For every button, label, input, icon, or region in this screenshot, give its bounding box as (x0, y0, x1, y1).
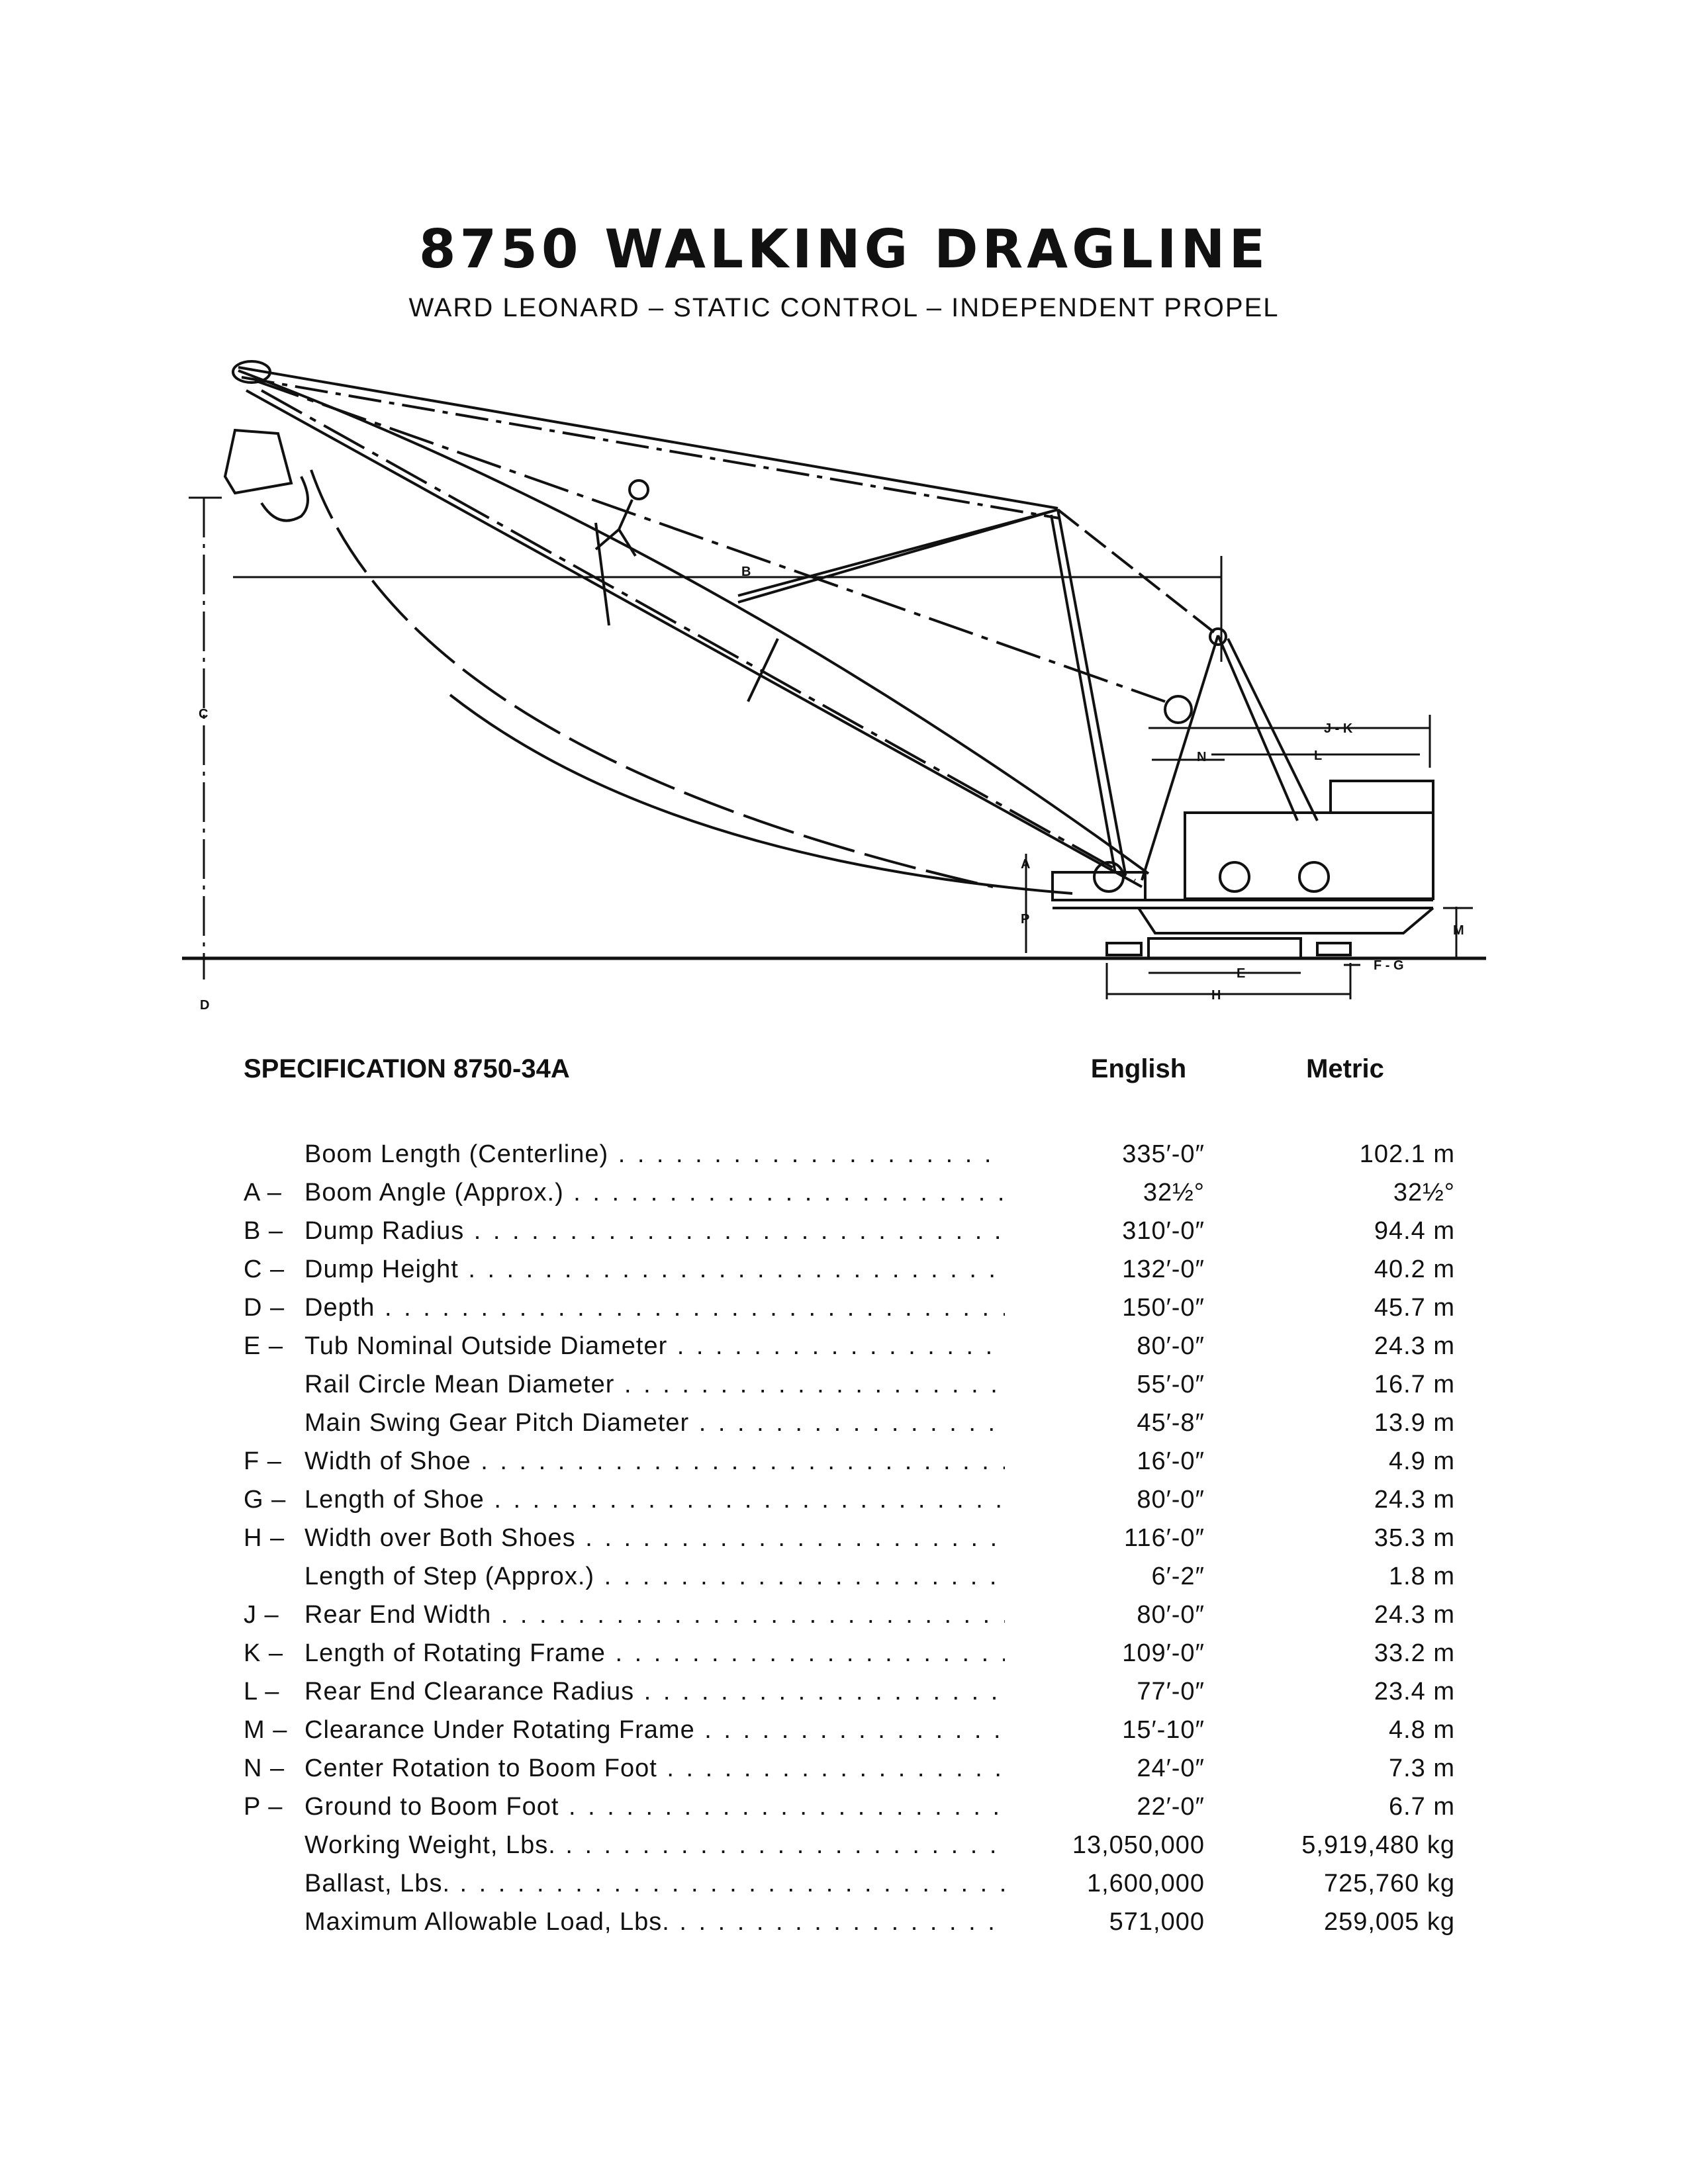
column-header-english: English (1090, 1054, 1187, 1083)
tub-outline (1139, 908, 1433, 933)
spec-label-text: Width over Both Shoes (305, 1524, 576, 1552)
spec-metric-value: 259,005 kg (1323, 1908, 1455, 1936)
mast-front-stay-2 (738, 510, 1058, 602)
spec-english-value: 150′-0″ (1122, 1294, 1205, 1322)
spec-letter: A – (244, 1179, 282, 1206)
dragline-diagram (0, 0, 1688, 1032)
spec-label (244, 1749, 1005, 1788)
spec-row (244, 1404, 1455, 1442)
column-header-metric: Metric (1306, 1054, 1384, 1083)
spec-row (244, 1826, 1455, 1864)
spec-label (244, 1596, 1005, 1634)
spec-letter: L – (244, 1678, 280, 1706)
spec-metric-value: 24.3 m (1374, 1486, 1455, 1514)
spec-label-text: Length of Step (Approx.) (305, 1563, 595, 1590)
spec-label-text: Tub Nominal Outside Diameter (305, 1332, 668, 1360)
spec-label-text: Boom Angle (Approx.) (305, 1179, 564, 1206)
spec-row (244, 1289, 1455, 1327)
mast-leg-1 (1058, 510, 1125, 874)
document-title: 8750 WALKING DRAGLINE (418, 218, 1270, 280)
label-e: E (1237, 966, 1246, 981)
spec-row (244, 1557, 1455, 1596)
a-frame-front (1142, 635, 1218, 880)
spec-label (244, 1480, 1005, 1519)
spec-metric-value: 725,760 kg (1323, 1870, 1455, 1897)
spec-metric-value: 4.8 m (1388, 1716, 1455, 1744)
spec-row (244, 1864, 1455, 1903)
spec-label-text: Rear End Width (305, 1601, 492, 1629)
spec-label (244, 1442, 1005, 1480)
spec-english-value: 45′-8″ (1137, 1409, 1205, 1437)
spec-label-text: Center Rotation to Boom Foot (305, 1754, 657, 1782)
label-m: M (1453, 923, 1464, 938)
spec-english-value: 16′-0″ (1137, 1447, 1205, 1475)
spec-row (244, 1442, 1455, 1480)
spec-label-text: Clearance Under Rotating Frame (305, 1716, 695, 1744)
spec-metric-value: 5,919,480 kg (1301, 1831, 1455, 1859)
spec-english-value: 24′-0″ (1137, 1754, 1205, 1782)
spec-label-text: Maximum Allowable Load, Lbs. (305, 1908, 670, 1936)
spec-english-value: 571,000 (1109, 1908, 1205, 1936)
spec-label (244, 1173, 1005, 1212)
spec-label-text: Rear End Clearance Radius (305, 1678, 635, 1706)
spec-label-text: Ballast, Lbs. (305, 1870, 450, 1897)
spec-metric-value: 23.4 m (1374, 1678, 1455, 1706)
spec-letter: H – (244, 1524, 285, 1552)
spec-row (244, 1672, 1455, 1711)
spec-row (244, 1519, 1455, 1557)
spec-letter: C – (244, 1255, 285, 1283)
spec-metric-value: 13.9 m (1374, 1409, 1455, 1437)
spec-metric-value: 4.9 m (1388, 1447, 1455, 1475)
spec-letter: F – (244, 1447, 282, 1475)
spec-label (244, 1864, 1005, 1903)
hoist-rope-1 (255, 381, 1165, 702)
spec-english-value: 6′-2″ (1151, 1563, 1205, 1590)
spec-row (244, 1634, 1455, 1672)
spec-label (244, 1711, 1005, 1749)
spec-row (244, 1173, 1455, 1212)
spec-row (244, 1749, 1455, 1788)
cab-sheave (1165, 696, 1192, 723)
spec-english-value: 80′-0″ (1137, 1601, 1205, 1629)
spec-english-value: 1,600,000 (1086, 1870, 1205, 1897)
spec-metric-value: 16.7 m (1374, 1371, 1455, 1398)
spec-label (244, 1365, 1005, 1404)
spec-row (244, 1327, 1455, 1365)
label-fg: F - G (1374, 958, 1404, 973)
spec-label (244, 1826, 1005, 1864)
spec-letter: N – (244, 1754, 285, 1782)
spec-label (244, 1788, 1005, 1826)
spec-row (244, 1212, 1455, 1250)
label-d: D (200, 998, 210, 1013)
spec-english-value: 116′-0″ (1124, 1524, 1205, 1552)
tub-base (1149, 938, 1301, 958)
spec-label (244, 1250, 1005, 1289)
label-c: C (199, 707, 209, 721)
spec-metric-value: 35.3 m (1374, 1524, 1455, 1552)
spec-english-value: 13,050,000 (1072, 1831, 1205, 1859)
roller-3 (1299, 862, 1329, 891)
spec-heading: SPECIFICATION 8750-34A (244, 1054, 570, 1083)
spec-english-value: 80′-0″ (1137, 1332, 1205, 1360)
operator-head (630, 480, 648, 499)
spec-label-text: Width of Shoe (305, 1447, 471, 1475)
spec-label (244, 1289, 1005, 1327)
spec-label (244, 1519, 1005, 1557)
spec-english-value: 132′-0″ (1122, 1255, 1205, 1283)
spec-table (244, 1135, 1455, 1941)
spec-metric-value: 45.7 m (1374, 1294, 1455, 1322)
spec-english-value: 310′-0″ (1122, 1217, 1205, 1245)
spec-row (244, 1788, 1455, 1826)
hoist-rope-2 (261, 390, 1135, 880)
bucket (225, 430, 291, 493)
spec-label-text: Depth (305, 1294, 375, 1322)
spec-label-text: Dump Radius (305, 1217, 465, 1245)
spec-letter: J – (244, 1601, 279, 1629)
spec-row (244, 1135, 1455, 1173)
spec-english-value: 335′-0″ (1122, 1140, 1205, 1168)
spec-english-value: 80′-0″ (1137, 1486, 1205, 1514)
spec-letter: G – (244, 1486, 287, 1514)
spec-english-value: 109′-0″ (1122, 1639, 1205, 1667)
label-l: L (1314, 749, 1323, 763)
spec-label-text: Working Weight, Lbs. (305, 1831, 556, 1859)
mast-back-stay (1058, 510, 1218, 635)
document-subtitle: WARD LEONARD – STATIC CONTROL – INDEPENDENT PROPEL (408, 293, 1280, 322)
spec-row (244, 1480, 1455, 1519)
spec-label-text: Boom Length (Centerline) (305, 1140, 609, 1168)
spec-letter: E – (244, 1332, 284, 1360)
spec-label (244, 1634, 1005, 1672)
label-n: N (1197, 750, 1207, 764)
spec-metric-value: 33.2 m (1374, 1639, 1455, 1667)
spec-label (244, 1672, 1005, 1711)
spec-metric-value: 6.7 m (1388, 1793, 1455, 1821)
spec-metric-value: 32½° (1393, 1179, 1455, 1206)
spec-label (244, 1903, 1005, 1941)
spec-english-value: 15′-10″ (1122, 1716, 1205, 1744)
spec-metric-value: 40.2 m (1374, 1255, 1455, 1283)
spec-label-text: Dump Height (305, 1255, 459, 1283)
spec-label (244, 1404, 1005, 1442)
spec-letter: B – (244, 1217, 284, 1245)
spec-english-value: 22′-0″ (1137, 1793, 1205, 1821)
spec-row (244, 1250, 1455, 1289)
spec-letter: P – (244, 1793, 283, 1821)
a-frame-back-2 (1228, 639, 1317, 821)
spec-letter: K – (244, 1639, 284, 1667)
label-p: P (1021, 912, 1030, 927)
mast-leg-2 (1051, 515, 1115, 874)
boom-lower-chord (246, 390, 1142, 887)
operator-body (619, 500, 632, 529)
spec-label-text: Main Swing Gear Pitch Diameter (305, 1409, 690, 1437)
label-jk: J - K (1324, 721, 1353, 736)
spec-label (244, 1212, 1005, 1250)
spec-row (244, 1903, 1455, 1941)
bucket-swing-arc (311, 470, 993, 887)
spec-english-value: 32½° (1143, 1179, 1205, 1206)
label-b: B (741, 565, 751, 579)
label-a: A (1021, 857, 1031, 872)
spec-metric-value: 1.8 m (1388, 1563, 1455, 1590)
spec-row (244, 1365, 1455, 1404)
label-h: H (1211, 988, 1221, 1003)
spec-letter: M – (244, 1716, 288, 1744)
left-shoe (1107, 943, 1141, 955)
spec-label (244, 1557, 1005, 1596)
counterweight-box (1331, 781, 1433, 813)
spec-label-text: Length of Rotating Frame (305, 1639, 606, 1667)
spec-label (244, 1135, 1005, 1173)
spec-label-text: Length of Shoe (305, 1486, 485, 1514)
spec-label (244, 1327, 1005, 1365)
right-shoe (1317, 943, 1350, 955)
spec-english-value: 77′-0″ (1137, 1678, 1205, 1706)
spec-metric-value: 7.3 m (1388, 1754, 1455, 1782)
spec-metric-value: 24.3 m (1374, 1332, 1455, 1360)
spec-english-value: 55′-0″ (1137, 1371, 1205, 1398)
roller-2 (1220, 862, 1249, 891)
spec-label-text: Ground to Boom Foot (305, 1793, 559, 1821)
spec-metric-value: 94.4 m (1374, 1217, 1455, 1245)
spec-row (244, 1711, 1455, 1749)
spec-letter: D – (244, 1294, 285, 1322)
spec-metric-value: 24.3 m (1374, 1601, 1455, 1629)
spec-label-text: Rail Circle Mean Diameter (305, 1371, 615, 1398)
spec-row (244, 1596, 1455, 1634)
spec-metric-value: 102.1 m (1359, 1140, 1455, 1168)
